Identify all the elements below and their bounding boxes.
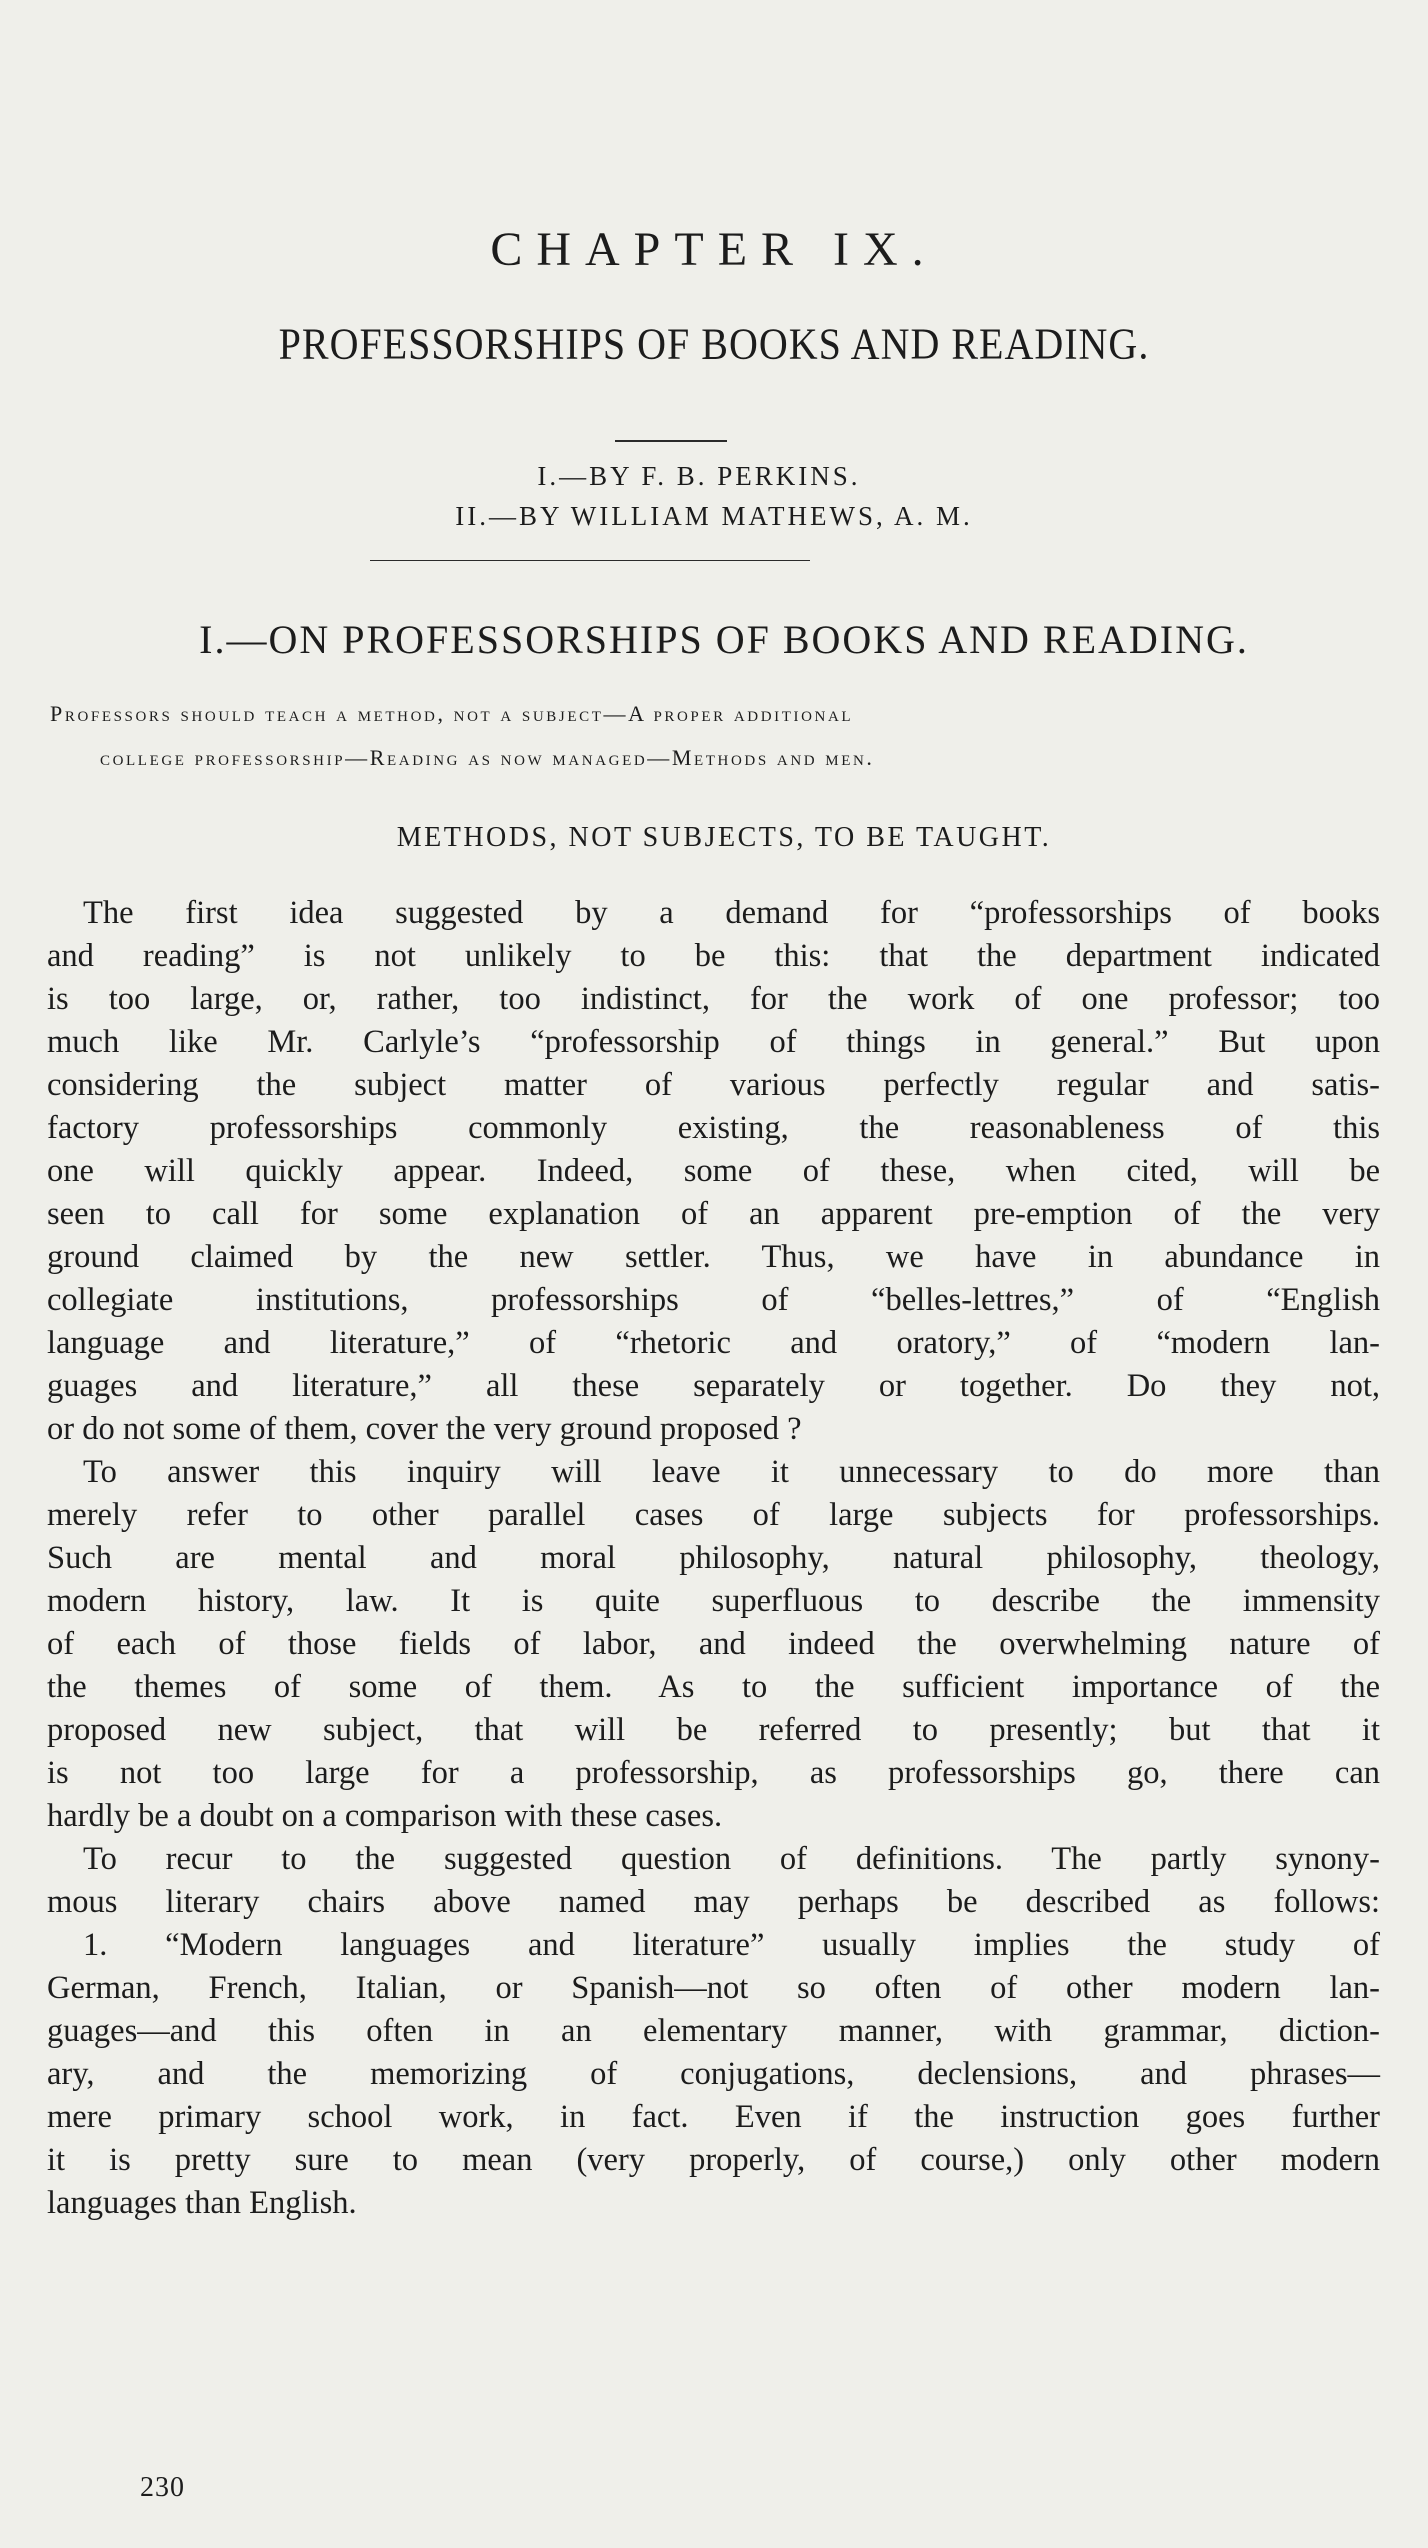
section-summary-line-1: Professors should teach a method, not a subject—A proper additional <box>50 701 854 726</box>
body-line: German, French, Italian, or Spanish—not so often of other modern lan- <box>47 1970 1380 2006</box>
author-line-2: II.—BY WILLIAM MATHEWS, A. M. <box>455 501 973 531</box>
body-line: ary, and the memorizing of conjugations, declensions, and phrases— <box>47 2056 1380 2092</box>
chapter-heading: CHAPTER IX. <box>490 223 938 276</box>
body-line: Such are mental and moral philosophy, natural philosophy, theology, <box>47 1540 1380 1576</box>
body-line: much like Mr. Carlyle’s “professorship of things in general.” But upon <box>47 1024 1380 1060</box>
body-line: merely refer to other parallel cases of large subjects for professorships. <box>47 1497 1380 1533</box>
body-line: proposed new subject, that will be referred to presently; but that it <box>47 1712 1380 1748</box>
page-number: 230 <box>140 2472 185 2503</box>
body-line: and reading” is not unlikely to be this: that the department indicated <box>47 938 1380 974</box>
body-line: one will quickly appear. Indeed, some of these, when cited, will be <box>47 1153 1380 1189</box>
body-line: of each of those fields of labor, and indeed the overwhelming nature of <box>47 1626 1380 1662</box>
body-line: mous literary chairs above named may perhaps be described as follows: <box>47 1884 1380 1920</box>
body-line: guages—and this often in an elementary manner, with grammar, diction- <box>47 2013 1380 2049</box>
body-line: To recur to the suggested question of definitions. The partly synony- <box>83 1841 1380 1877</box>
body-line: is too large, or, rather, too indistinct, for the work of one professor; too <box>47 981 1380 1017</box>
body-line: or do not some of them, cover the very ground proposed ? <box>47 1411 802 1447</box>
body-line: factory professorships commonly existing, the reasonableness of this <box>47 1110 1380 1146</box>
section-heading: I.—ON PROFESSORSHIPS OF BOOKS AND READING. <box>199 617 1249 662</box>
body-line: it is pretty sure to mean (very properly, of course,) only other modern <box>47 2142 1380 2178</box>
body-line: is not too large for a professorship, as professorships go, there can <box>47 1755 1380 1791</box>
body-line: the themes of some of them. As to the sufficient importance of the <box>47 1669 1380 1705</box>
body-line: guages and literature,” all these separately or together. Do they not, <box>47 1368 1380 1404</box>
author-line-1: I.—BY F. B. PERKINS. <box>537 461 861 491</box>
section-subheading: METHODS, NOT SUBJECTS, TO BE TAUGHT. <box>396 822 1052 853</box>
body-line: language and literature,” of “rhetoric and oratory,” of “modern lan- <box>47 1325 1380 1361</box>
body-line: collegiate institutions, professorships of “belles-lettres,” of “English <box>47 1282 1380 1318</box>
body-line: considering the subject matter of various perfectly regular and satis- <box>47 1067 1380 1103</box>
divider-rule-bottom <box>370 560 810 561</box>
body-line: seen to call for some explanation of an apparent pre-emption of the very <box>47 1196 1380 1232</box>
body-line: The first idea suggested by a demand for “professorships of books <box>83 895 1380 931</box>
body-line: hardly be a doubt on a comparison with these cases. <box>47 1798 723 1834</box>
section-summary-line-2: college professorship—Reading as now managed—Methods and men. <box>100 745 875 770</box>
body-line: languages than English. <box>47 2185 357 2221</box>
body-line: 1. “Modern languages and literature” usually implies the study of <box>83 1927 1380 1963</box>
body-line: ground claimed by the new settler. Thus, we have in abundance in <box>47 1239 1380 1275</box>
body-line: To answer this inquiry will leave it unnecessary to do more than <box>83 1454 1380 1490</box>
chapter-title: PROFESSORSHIPS OF BOOKS AND READING. <box>278 318 1150 369</box>
body-line: mere primary school work, in fact. Even if the instruction goes further <box>47 2099 1380 2135</box>
body-line: modern history, law. It is quite superfluous to describe the immensity <box>47 1583 1380 1619</box>
divider-rule-top <box>615 440 727 442</box>
